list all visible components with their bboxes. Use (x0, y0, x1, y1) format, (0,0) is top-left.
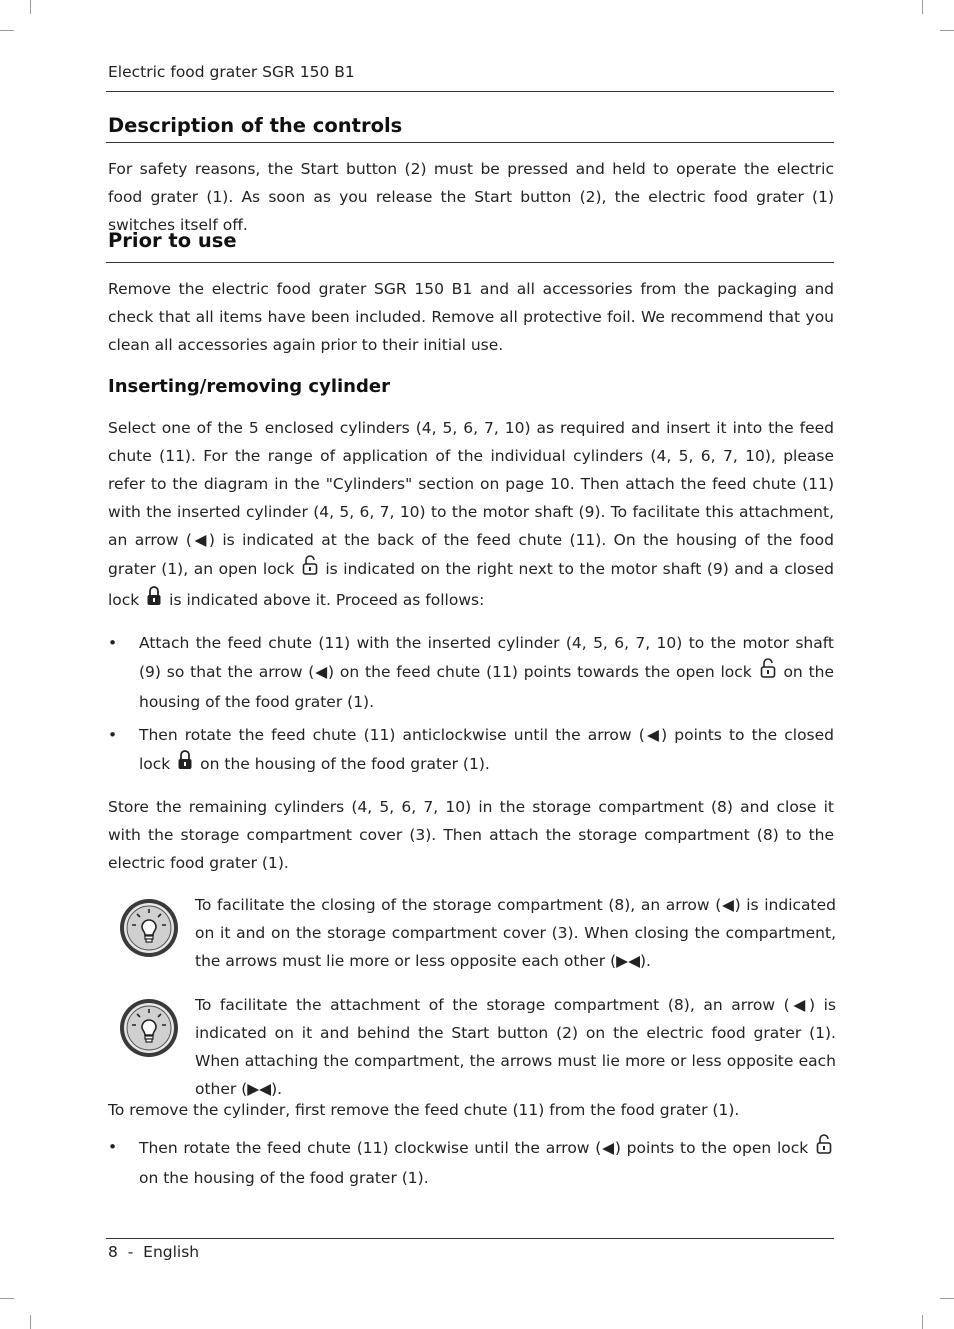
crop-mark (922, 0, 923, 14)
list-item (108, 629, 834, 716)
lightbulb-tip-icon (118, 997, 180, 1063)
footer-rule (106, 1238, 834, 1239)
header-rule (106, 91, 834, 92)
bullet-symbol: • (108, 1138, 118, 1156)
list-item-text (139, 1133, 834, 1192)
prior-paragraph: Remove the electric food grater SGR 150 B1 and all accessories from the packaging and check that all items have been included. Remove all protective foil. We recommend that you clean all accessories again prior to their initial use. (108, 280, 834, 354)
tip-text: To facilitate the attachment of the storage compartment (8), an arrow (◀) is indicated on it and behind the Start button (2) on the electric food grater (1). When attaching the compartment, the arrows must lie more or less opposite each other (▶◀). (195, 996, 836, 1098)
bullet-text: on the housing of the food grater (1). (139, 663, 835, 711)
heading-rule (106, 262, 834, 263)
crop-mark (940, 1298, 954, 1299)
lightbulb-tip-icon (118, 897, 180, 963)
list-item-text (139, 629, 834, 716)
cylinder-paragraph-1 (108, 414, 834, 616)
bullet-symbol: • (108, 726, 118, 744)
crop-mark (940, 30, 954, 31)
list-item-text (139, 721, 834, 780)
heading-inserting-removing-cylinder: Inserting/removing cylinder (108, 376, 390, 397)
crop-mark (30, 0, 31, 14)
closed-lock-icon (146, 585, 162, 616)
bullet-text: Then rotate the feed chute (11) anticlockwise until the arrow (◀) points to the closed lock (139, 726, 834, 773)
bullet-symbol: • (108, 634, 118, 652)
crop-mark (922, 1315, 923, 1329)
tip-box (108, 991, 836, 1098)
bullet-text: Attach the feed chute (11) with the inserted cylinder (4, 5, 6, 7, 10) to the motor shaft (9) so that the arrow (◀) on the feed chute (11) points towards the open lock (139, 634, 834, 681)
crop-mark (0, 1298, 14, 1299)
heading-rule (106, 142, 834, 143)
heading-prior-to-use: Prior to use (108, 229, 237, 252)
closed-lock-icon (177, 749, 193, 780)
page-number: 8 - English (108, 1243, 200, 1261)
list-item (108, 721, 834, 780)
cylinder-text: is indicated on the right next to the motor shaft (9) and a closed lock (108, 560, 834, 609)
controls-paragraph: For safety reasons, the Start button (2) must be pressed and held to operate the electric food grater (1). As soon as you release the Start button (2), the electric food grater (1) switches itself off. (108, 160, 834, 234)
tip-text: To facilitate the closing of the storage compartment (8), an arrow (◀) is indicated on it and on the storage compartment cover (3). When closing the compartment, the arrows must lie more or less opposite each other (▶◀). (195, 896, 836, 970)
cylinder-text: is indicated above it. Proceed as follows: (169, 591, 485, 609)
bullet-text: on the housing of the food grater (1). (139, 1169, 429, 1187)
open-lock-icon (816, 1133, 832, 1164)
list-item (108, 1133, 834, 1192)
open-lock-icon (302, 554, 318, 585)
crop-mark (0, 30, 14, 31)
cylinder-paragraph-3: To remove the cylinder, first remove the feed chute (11) from the food grater (1). (108, 1101, 740, 1119)
running-header: Electric food grater SGR 150 B1 (108, 63, 355, 81)
cylinder-text: Select one of the 5 enclosed cylinders (4, 5, 6, 7, 10) as required and insert it into the feed chute (11). For the range of application of the individual cylinders (4, 5, 6, 7, 10), please refer to the diagram in the "Cylinders" section on page 10. Then attach the feed chute (11) with the inserted cylinder (4, 5, 6, 7, 10) to the motor shaft (9). To facilitate this attachment, an arrow (◀) is indicated at the back of the feed chute (11). On the housing of the food grater (1), an open lock (108, 419, 834, 578)
bullet-text: Then rotate the feed chute (11) clockwise until the arrow (◀) points to the open lock (139, 1139, 809, 1157)
bullet-text: on the housing of the food grater (1). (200, 755, 490, 773)
crop-mark (30, 1315, 31, 1329)
tip-box (108, 891, 836, 981)
open-lock-icon (760, 657, 776, 688)
cylinder-paragraph-2: Store the remaining cylinders (4, 5, 6, 7, 10) in the storage compartment (8) and close it with the storage compartment cover (3). Then attach the storage compartment (8) to the electric food grater (1). (108, 798, 834, 872)
heading-description-of-controls: Description of the controls (108, 114, 403, 137)
